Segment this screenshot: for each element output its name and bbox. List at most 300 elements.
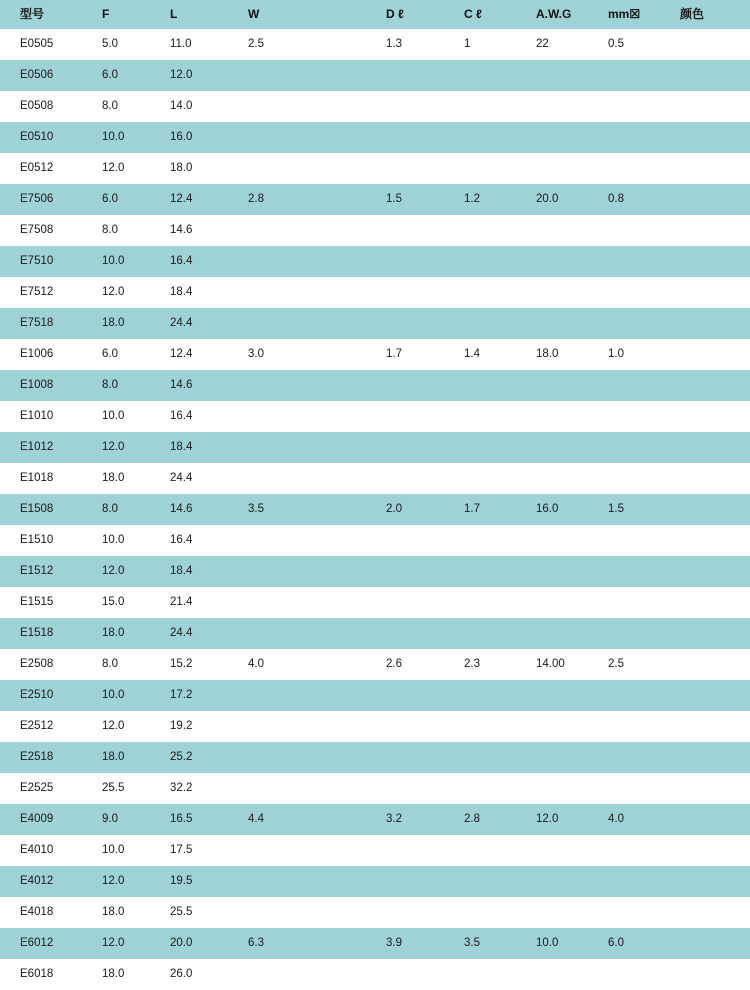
cell-model: E4018: [0, 897, 92, 928]
cell-l: 17.5: [160, 835, 238, 866]
cell-awg: [526, 680, 598, 711]
cell-color: [670, 804, 750, 835]
cell-d: 1.5: [376, 184, 454, 215]
cell-w: [238, 401, 376, 432]
cell-l: 19.2: [160, 711, 238, 742]
cell-awg: 14.00: [526, 649, 598, 680]
cell-d: [376, 773, 454, 804]
cell-c: [454, 432, 526, 463]
cell-model: E0512: [0, 153, 92, 184]
cell-c: [454, 742, 526, 773]
cell-l: 16.4: [160, 525, 238, 556]
table-row: [0, 959, 750, 990]
cell-mm: [598, 866, 670, 897]
cell-c: [454, 773, 526, 804]
cell-d: [376, 153, 454, 184]
cell-mm: 4.0: [598, 804, 670, 835]
cell-c: 1.2: [454, 184, 526, 215]
cell-model: E1518: [0, 618, 92, 649]
cell-d: [376, 556, 454, 587]
cell-model: E7508: [0, 215, 92, 246]
cell-c: [454, 866, 526, 897]
cell-f: 8.0: [92, 215, 160, 246]
cell-mm: [598, 587, 670, 618]
cell-d: [376, 866, 454, 897]
cell-mm: [598, 618, 670, 649]
cell-model: E1018: [0, 463, 92, 494]
cell-c: [454, 370, 526, 401]
table-row: [0, 277, 750, 308]
cell-awg: [526, 835, 598, 866]
cell-d: [376, 122, 454, 153]
cell-mm: [598, 835, 670, 866]
cell-mm: [598, 680, 670, 711]
cell-d: 1.7: [376, 339, 454, 370]
cell-c: [454, 680, 526, 711]
cell-f: 12.0: [92, 866, 160, 897]
cell-l: 21.4: [160, 587, 238, 618]
cell-color: [670, 153, 750, 184]
cell-color: [670, 587, 750, 618]
cell-d: [376, 680, 454, 711]
table-row: [0, 184, 750, 215]
cell-mm: [598, 711, 670, 742]
cell-c: [454, 60, 526, 91]
cell-w: [238, 153, 376, 184]
cell-f: 18.0: [92, 463, 160, 494]
cell-model: E2512: [0, 711, 92, 742]
cell-d: [376, 215, 454, 246]
cell-awg: [526, 742, 598, 773]
cell-f: 6.0: [92, 339, 160, 370]
cell-f: 12.0: [92, 153, 160, 184]
cell-awg: [526, 215, 598, 246]
cell-f: 12.0: [92, 277, 160, 308]
cell-l: 24.4: [160, 463, 238, 494]
cell-model: E7506: [0, 184, 92, 215]
cell-f: 8.0: [92, 494, 160, 525]
cell-f: 10.0: [92, 122, 160, 153]
cell-color: [670, 556, 750, 587]
cell-f: 10.0: [92, 680, 160, 711]
cell-c: [454, 897, 526, 928]
cell-f: 9.0: [92, 804, 160, 835]
cell-color: [670, 91, 750, 122]
cell-c: [454, 308, 526, 339]
cell-l: 25.5: [160, 897, 238, 928]
cell-color: [670, 432, 750, 463]
cell-w: 2.5: [238, 29, 376, 60]
cell-d: 3.2: [376, 804, 454, 835]
cell-f: 10.0: [92, 246, 160, 277]
table-row: [0, 773, 750, 804]
table-row: [0, 29, 750, 60]
cell-awg: [526, 587, 598, 618]
cell-model: E6012: [0, 928, 92, 959]
cell-awg: [526, 525, 598, 556]
cell-l: 19.5: [160, 866, 238, 897]
column-header-color: 颜色: [670, 0, 750, 29]
cell-model: E7510: [0, 246, 92, 277]
table-row: [0, 649, 750, 680]
cell-f: 15.0: [92, 587, 160, 618]
cell-d: 2.0: [376, 494, 454, 525]
cell-model: E2518: [0, 742, 92, 773]
cell-w: [238, 959, 376, 990]
cell-model: E1008: [0, 370, 92, 401]
table-row: [0, 370, 750, 401]
cell-mm: [598, 401, 670, 432]
cell-mm: [598, 556, 670, 587]
cell-f: 12.0: [92, 711, 160, 742]
cell-d: [376, 60, 454, 91]
cell-l: 11.0: [160, 29, 238, 60]
cell-l: 32.2: [160, 773, 238, 804]
cell-d: [376, 742, 454, 773]
cell-f: 18.0: [92, 742, 160, 773]
table-row: [0, 618, 750, 649]
cell-c: 1.7: [454, 494, 526, 525]
cell-c: [454, 91, 526, 122]
cell-mm: [598, 277, 670, 308]
cell-f: 18.0: [92, 618, 160, 649]
cell-color: [670, 308, 750, 339]
cell-awg: [526, 432, 598, 463]
cell-mm: [598, 153, 670, 184]
cell-w: [238, 897, 376, 928]
cell-w: [238, 742, 376, 773]
cell-model: E1515: [0, 587, 92, 618]
cell-mm: 0.5: [598, 29, 670, 60]
cell-mm: [598, 897, 670, 928]
cell-model: E1010: [0, 401, 92, 432]
cell-c: [454, 556, 526, 587]
cell-w: [238, 432, 376, 463]
cell-f: 5.0: [92, 29, 160, 60]
column-header-f: F: [92, 0, 160, 29]
cell-mm: [598, 370, 670, 401]
cell-d: [376, 246, 454, 277]
cell-d: [376, 835, 454, 866]
cell-f: 8.0: [92, 91, 160, 122]
cell-c: [454, 463, 526, 494]
cell-model: E1508: [0, 494, 92, 525]
cell-c: 3.5: [454, 928, 526, 959]
cell-color: [670, 618, 750, 649]
table-row: [0, 804, 750, 835]
cell-c: [454, 401, 526, 432]
cell-d: [376, 370, 454, 401]
cell-mm: [598, 742, 670, 773]
cell-awg: [526, 153, 598, 184]
cell-c: 2.8: [454, 804, 526, 835]
cell-model: E0510: [0, 122, 92, 153]
cell-awg: [526, 463, 598, 494]
table-row: [0, 463, 750, 494]
cell-mm: [598, 463, 670, 494]
cell-mm: [598, 122, 670, 153]
cell-l: 24.4: [160, 308, 238, 339]
cell-l: 12.4: [160, 339, 238, 370]
table-row: [0, 680, 750, 711]
cell-l: 14.6: [160, 215, 238, 246]
cell-color: [670, 277, 750, 308]
table-row: [0, 556, 750, 587]
cell-c: 2.3: [454, 649, 526, 680]
cell-color: [670, 928, 750, 959]
cell-model: E7518: [0, 308, 92, 339]
cell-d: [376, 308, 454, 339]
cell-d: [376, 525, 454, 556]
cell-f: 10.0: [92, 525, 160, 556]
cell-f: 8.0: [92, 649, 160, 680]
cell-l: 18.4: [160, 432, 238, 463]
cell-l: 16.0: [160, 122, 238, 153]
column-header-c: C ℓ: [454, 0, 526, 29]
cell-c: [454, 711, 526, 742]
cell-d: [376, 711, 454, 742]
cell-awg: 10.0: [526, 928, 598, 959]
cell-model: E0506: [0, 60, 92, 91]
cell-l: 18.4: [160, 277, 238, 308]
cell-f: 12.0: [92, 432, 160, 463]
cell-model: E1512: [0, 556, 92, 587]
cell-awg: [526, 959, 598, 990]
cell-w: [238, 773, 376, 804]
cell-c: [454, 835, 526, 866]
cell-f: 10.0: [92, 401, 160, 432]
cell-model: E2525: [0, 773, 92, 804]
cell-w: 2.8: [238, 184, 376, 215]
cell-color: [670, 246, 750, 277]
cell-awg: [526, 60, 598, 91]
column-header-mm: mm☒: [598, 0, 670, 29]
cell-l: 17.2: [160, 680, 238, 711]
cell-f: 18.0: [92, 308, 160, 339]
cell-mm: [598, 91, 670, 122]
cell-d: [376, 277, 454, 308]
table-row: [0, 215, 750, 246]
cell-model: E0505: [0, 29, 92, 60]
cell-f: 18.0: [92, 897, 160, 928]
cell-color: [670, 959, 750, 990]
table-row: [0, 60, 750, 91]
cell-color: [670, 401, 750, 432]
cell-l: 16.5: [160, 804, 238, 835]
cell-mm: 0.8: [598, 184, 670, 215]
cell-w: [238, 91, 376, 122]
cell-color: [670, 525, 750, 556]
cell-c: [454, 277, 526, 308]
table-row: [0, 835, 750, 866]
cell-w: [238, 866, 376, 897]
cell-color: [670, 463, 750, 494]
column-header-model: 型号: [0, 0, 92, 29]
table-row: [0, 432, 750, 463]
cell-c: [454, 215, 526, 246]
cell-awg: 22: [526, 29, 598, 60]
cell-color: [670, 215, 750, 246]
cell-color: [670, 370, 750, 401]
cell-w: [238, 711, 376, 742]
table-row: [0, 91, 750, 122]
cell-mm: [598, 773, 670, 804]
cell-model: E1006: [0, 339, 92, 370]
column-header-awg: A.W.G: [526, 0, 598, 29]
cell-w: 6.3: [238, 928, 376, 959]
cell-w: [238, 463, 376, 494]
cell-c: 1: [454, 29, 526, 60]
cell-mm: 1.0: [598, 339, 670, 370]
table-row: [0, 928, 750, 959]
cell-w: [238, 60, 376, 91]
cell-model: E1510: [0, 525, 92, 556]
cell-d: [376, 463, 454, 494]
table-row: [0, 742, 750, 773]
cell-l: 18.0: [160, 153, 238, 184]
cell-model: E6018: [0, 959, 92, 990]
cell-color: [670, 866, 750, 897]
table-row: [0, 711, 750, 742]
cell-w: [238, 277, 376, 308]
cell-w: [238, 215, 376, 246]
cell-color: [670, 711, 750, 742]
cell-color: [670, 60, 750, 91]
cell-mm: [598, 525, 670, 556]
cell-l: 16.4: [160, 401, 238, 432]
cell-color: [670, 649, 750, 680]
cell-d: 2.6: [376, 649, 454, 680]
cell-color: [670, 29, 750, 60]
cell-d: 3.9: [376, 928, 454, 959]
cell-color: [670, 897, 750, 928]
cell-c: [454, 618, 526, 649]
table-row: [0, 587, 750, 618]
cell-model: E4009: [0, 804, 92, 835]
cell-d: [376, 618, 454, 649]
cell-awg: [526, 370, 598, 401]
cell-w: [238, 525, 376, 556]
cell-c: [454, 153, 526, 184]
cell-awg: [526, 711, 598, 742]
cell-l: 26.0: [160, 959, 238, 990]
cell-model: E0508: [0, 91, 92, 122]
cell-l: 20.0: [160, 928, 238, 959]
cell-awg: [526, 773, 598, 804]
table-row: [0, 866, 750, 897]
column-header-d: D ℓ: [376, 0, 454, 29]
table-header-row: [0, 0, 750, 29]
table-row: [0, 339, 750, 370]
cell-model: E7512: [0, 277, 92, 308]
cell-awg: 20.0: [526, 184, 598, 215]
cell-w: [238, 370, 376, 401]
cell-f: 12.0: [92, 928, 160, 959]
cell-color: [670, 835, 750, 866]
cell-model: E1012: [0, 432, 92, 463]
table-row: [0, 122, 750, 153]
cell-f: 25.5: [92, 773, 160, 804]
table-row: [0, 897, 750, 928]
cell-mm: [598, 432, 670, 463]
cell-l: 16.4: [160, 246, 238, 277]
cell-d: [376, 897, 454, 928]
cell-f: 6.0: [92, 184, 160, 215]
cell-d: [376, 587, 454, 618]
cell-mm: [598, 60, 670, 91]
cell-w: 4.0: [238, 649, 376, 680]
cell-w: [238, 308, 376, 339]
cell-awg: [526, 556, 598, 587]
cell-mm: 2.5: [598, 649, 670, 680]
cell-w: 3.0: [238, 339, 376, 370]
cell-c: [454, 246, 526, 277]
cell-color: [670, 339, 750, 370]
cell-w: 4.4: [238, 804, 376, 835]
cell-f: 18.0: [92, 959, 160, 990]
cell-color: [670, 184, 750, 215]
table-body: [0, 29, 750, 990]
table-row: [0, 525, 750, 556]
cell-l: 18.4: [160, 556, 238, 587]
column-header-l: L: [160, 0, 238, 29]
cell-l: 14.0: [160, 91, 238, 122]
cell-awg: [526, 897, 598, 928]
table-row: [0, 494, 750, 525]
cell-awg: [526, 308, 598, 339]
cell-d: [376, 91, 454, 122]
cell-color: [670, 122, 750, 153]
cell-w: [238, 122, 376, 153]
cell-model: E4010: [0, 835, 92, 866]
cell-w: [238, 556, 376, 587]
cell-c: 1.4: [454, 339, 526, 370]
cell-d: 1.3: [376, 29, 454, 60]
cell-l: 24.4: [160, 618, 238, 649]
cell-model: E2508: [0, 649, 92, 680]
cell-awg: [526, 246, 598, 277]
cell-color: [670, 773, 750, 804]
cell-awg: [526, 277, 598, 308]
cell-awg: 18.0: [526, 339, 598, 370]
cell-awg: [526, 401, 598, 432]
cell-d: [376, 401, 454, 432]
cell-mm: [598, 215, 670, 246]
cell-mm: 6.0: [598, 928, 670, 959]
cell-l: 12.4: [160, 184, 238, 215]
cell-w: [238, 246, 376, 277]
cell-l: 15.2: [160, 649, 238, 680]
table-row: [0, 308, 750, 339]
cell-model: E2510: [0, 680, 92, 711]
cell-w: [238, 587, 376, 618]
cell-f: 6.0: [92, 60, 160, 91]
cell-l: 12.0: [160, 60, 238, 91]
table-row: [0, 401, 750, 432]
cell-c: [454, 525, 526, 556]
table-row: [0, 246, 750, 277]
cell-color: [670, 680, 750, 711]
cell-c: [454, 959, 526, 990]
table-header: [0, 0, 750, 29]
cell-w: [238, 618, 376, 649]
cell-mm: [598, 959, 670, 990]
cell-c: [454, 122, 526, 153]
cell-color: [670, 742, 750, 773]
cell-awg: [526, 618, 598, 649]
cell-awg: [526, 91, 598, 122]
cell-mm: [598, 246, 670, 277]
